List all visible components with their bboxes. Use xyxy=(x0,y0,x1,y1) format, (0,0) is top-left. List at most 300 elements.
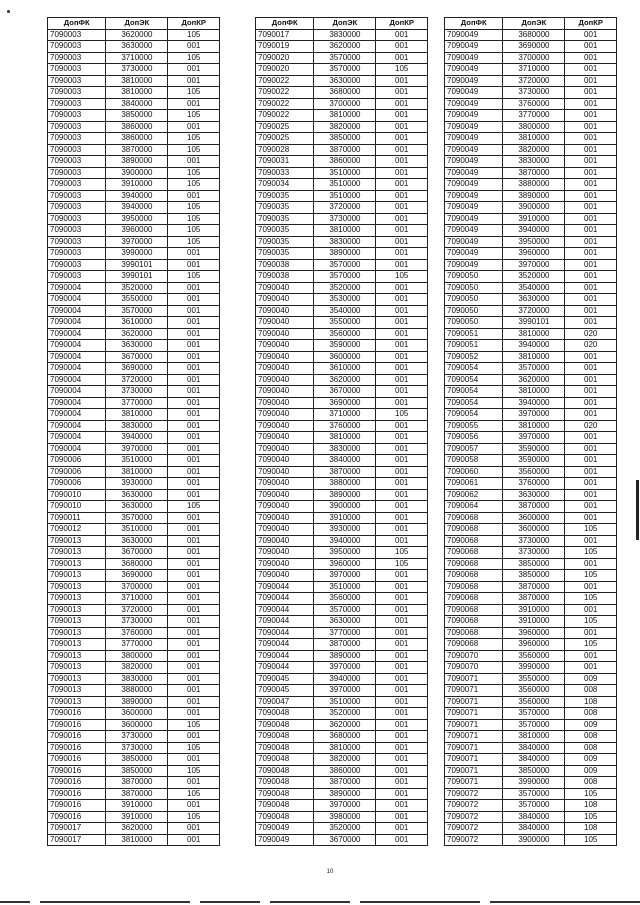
cell-dopek: 3570000 xyxy=(503,719,565,731)
cell-dopek: 3970000 xyxy=(314,570,376,582)
cell-dopkr: 001 xyxy=(565,478,617,490)
cell-dopkr: 105 xyxy=(168,236,220,248)
cell-dopkr: 001 xyxy=(168,282,220,294)
cell-dopek: 3860000 xyxy=(106,121,168,133)
cell-dopfk: 7090049 xyxy=(445,259,503,271)
cell-dopfk: 7090050 xyxy=(445,282,503,294)
cell-dopek: 3840000 xyxy=(503,811,565,823)
cell-dopek: 3520000 xyxy=(106,282,168,294)
cell-dopek: 3840000 xyxy=(503,823,565,835)
table-row xyxy=(445,75,617,87)
cell-dopkr: 001 xyxy=(565,650,617,662)
cell-dopek: 3950000 xyxy=(106,213,168,225)
cell-dopkr: 105 xyxy=(168,29,220,41)
cell-dopkr: 001 xyxy=(168,524,220,536)
cell-dopfk: 7090010 xyxy=(48,489,106,501)
header-dopkr: ДопКР xyxy=(565,18,617,30)
cell-dopfk: 7090003 xyxy=(48,121,106,133)
cell-dopfk: 7090044 xyxy=(256,650,314,662)
table-row xyxy=(48,777,220,789)
cell-dopek: 3910000 xyxy=(106,811,168,823)
cell-dopkr: 008 xyxy=(565,685,617,697)
table-row xyxy=(445,593,617,605)
cell-dopkr: 105 xyxy=(168,167,220,179)
cell-dopkr: 001 xyxy=(565,52,617,64)
cell-dopkr: 001 xyxy=(376,282,428,294)
cell-dopek: 3870000 xyxy=(106,788,168,800)
cell-dopfk: 7090071 xyxy=(445,754,503,766)
cell-dopek: 3680000 xyxy=(503,29,565,41)
cell-dopkr: 001 xyxy=(565,443,617,455)
cell-dopek: 3510000 xyxy=(314,581,376,593)
table-row xyxy=(256,259,428,271)
table-row xyxy=(48,581,220,593)
cell-dopfk: 7090049 xyxy=(445,64,503,76)
cell-dopfk: 7090054 xyxy=(445,363,503,375)
cell-dopfk: 7090068 xyxy=(445,593,503,605)
cell-dopfk: 7090022 xyxy=(256,110,314,122)
cell-dopek: 3970000 xyxy=(314,662,376,674)
cell-dopek: 3620000 xyxy=(106,328,168,340)
cell-dopfk: 7090048 xyxy=(256,765,314,777)
table-row xyxy=(445,547,617,559)
table-row xyxy=(48,708,220,720)
cell-dopkr: 001 xyxy=(376,742,428,754)
cell-dopkr: 001 xyxy=(376,834,428,846)
cell-dopek: 3630000 xyxy=(503,294,565,306)
table-row xyxy=(445,765,617,777)
cell-dopkr: 001 xyxy=(168,317,220,329)
cell-dopfk: 7090040 xyxy=(256,547,314,559)
table-row xyxy=(48,87,220,99)
table-row xyxy=(256,271,428,283)
cell-dopkr: 008 xyxy=(565,731,617,743)
cell-dopfk: 7090004 xyxy=(48,420,106,432)
table-row xyxy=(445,133,617,145)
cell-dopfk: 7090033 xyxy=(256,167,314,179)
cell-dopfk: 7090040 xyxy=(256,386,314,398)
cell-dopfk: 7090004 xyxy=(48,432,106,444)
cell-dopek: 3520000 xyxy=(314,282,376,294)
cell-dopkr: 001 xyxy=(376,731,428,743)
cell-dopfk: 7090051 xyxy=(445,340,503,352)
cell-dopek: 3570000 xyxy=(503,800,565,812)
cell-dopkr: 105 xyxy=(376,409,428,421)
cell-dopfk: 7090040 xyxy=(256,501,314,513)
cell-dopkr: 001 xyxy=(376,110,428,122)
table-row xyxy=(48,374,220,386)
cell-dopkr: 001 xyxy=(168,121,220,133)
cell-dopkr: 001 xyxy=(565,317,617,329)
cell-dopfk: 7090003 xyxy=(48,110,106,122)
cell-dopkr: 001 xyxy=(565,190,617,202)
table-row xyxy=(48,225,220,237)
cell-dopek: 3990000 xyxy=(106,248,168,260)
table-row xyxy=(48,823,220,835)
cell-dopfk: 7090068 xyxy=(445,512,503,524)
table-row xyxy=(445,524,617,536)
cell-dopek: 3600000 xyxy=(503,512,565,524)
cell-dopfk: 7090045 xyxy=(256,673,314,685)
table-row xyxy=(445,386,617,398)
table-row xyxy=(256,616,428,628)
cell-dopfk: 7090004 xyxy=(48,386,106,398)
cell-dopek: 3970000 xyxy=(314,800,376,812)
cell-dopfk: 7090003 xyxy=(48,133,106,145)
cell-dopek: 3520000 xyxy=(314,823,376,835)
cell-dopkr: 001 xyxy=(376,328,428,340)
cell-dopkr: 001 xyxy=(376,788,428,800)
cell-dopfk: 7090044 xyxy=(256,616,314,628)
table-row xyxy=(445,673,617,685)
cell-dopkr: 001 xyxy=(376,455,428,467)
cell-dopek: 3620000 xyxy=(314,41,376,53)
cell-dopfk: 7090013 xyxy=(48,639,106,651)
header-dopkr: ДопКР xyxy=(168,18,220,30)
cell-dopfk: 7090004 xyxy=(48,374,106,386)
cell-dopfk: 7090068 xyxy=(445,604,503,616)
cell-dopfk: 7090017 xyxy=(48,823,106,835)
table-row xyxy=(445,639,617,651)
cell-dopkr: 001 xyxy=(565,213,617,225)
cell-dopfk: 7090050 xyxy=(445,317,503,329)
cell-dopfk: 7090071 xyxy=(445,673,503,685)
cell-dopek: 3630000 xyxy=(314,616,376,628)
cell-dopkr: 105 xyxy=(565,639,617,651)
cell-dopfk: 7090071 xyxy=(445,731,503,743)
cell-dopkr: 001 xyxy=(376,685,428,697)
table-row xyxy=(445,558,617,570)
cell-dopkr: 001 xyxy=(376,52,428,64)
cell-dopek: 3850000 xyxy=(106,754,168,766)
cell-dopek: 3810000 xyxy=(503,133,565,145)
cell-dopfk: 7090003 xyxy=(48,98,106,110)
cell-dopek: 3770000 xyxy=(106,639,168,651)
table-row xyxy=(256,432,428,444)
cell-dopek: 3540000 xyxy=(314,305,376,317)
cell-dopfk: 7090049 xyxy=(445,225,503,237)
cell-dopkr: 001 xyxy=(168,604,220,616)
cell-dopek: 3700000 xyxy=(106,581,168,593)
table-row xyxy=(445,397,617,409)
cell-dopkr: 001 xyxy=(565,98,617,110)
cell-dopkr: 105 xyxy=(168,719,220,731)
cell-dopek: 3800000 xyxy=(503,121,565,133)
cell-dopfk: 7090044 xyxy=(256,639,314,651)
cell-dopfk: 7090016 xyxy=(48,708,106,720)
table-row xyxy=(256,754,428,766)
table-row xyxy=(48,731,220,743)
cell-dopkr: 001 xyxy=(565,397,617,409)
cell-dopkr: 001 xyxy=(565,558,617,570)
cell-dopek: 3820000 xyxy=(314,754,376,766)
cell-dopkr: 001 xyxy=(376,501,428,513)
cell-dopfk: 7090013 xyxy=(48,662,106,674)
cell-dopek: 3810000 xyxy=(314,110,376,122)
table-row xyxy=(48,800,220,812)
table-row xyxy=(445,179,617,191)
table-row xyxy=(256,685,428,697)
cell-dopkr: 001 xyxy=(168,455,220,467)
cell-dopkr: 001 xyxy=(565,501,617,513)
table-row xyxy=(48,420,220,432)
table-row xyxy=(48,236,220,248)
cell-dopfk: 7090044 xyxy=(256,627,314,639)
table-row xyxy=(48,41,220,53)
cell-dopek: 3730000 xyxy=(106,386,168,398)
cell-dopek: 3560000 xyxy=(314,593,376,605)
cell-dopfk: 7090049 xyxy=(445,144,503,156)
table-row xyxy=(445,570,617,582)
cell-dopkr: 001 xyxy=(376,190,428,202)
table-row xyxy=(48,742,220,754)
cell-dopfk: 7090016 xyxy=(48,811,106,823)
cell-dopek: 3890000 xyxy=(106,696,168,708)
cell-dopkr: 001 xyxy=(565,110,617,122)
cell-dopkr: 001 xyxy=(168,834,220,846)
table-row xyxy=(256,742,428,754)
cell-dopkr: 001 xyxy=(376,719,428,731)
cell-dopfk: 7090004 xyxy=(48,351,106,363)
cell-dopek: 3570000 xyxy=(314,64,376,76)
cell-dopfk: 7090068 xyxy=(445,627,503,639)
cell-dopkr: 001 xyxy=(168,823,220,835)
table-row xyxy=(48,397,220,409)
header-dopek: ДопЭК xyxy=(503,18,565,30)
cell-dopek: 3850000 xyxy=(503,765,565,777)
cell-dopkr: 001 xyxy=(565,627,617,639)
cell-dopek: 3770000 xyxy=(106,397,168,409)
cell-dopek: 3810000 xyxy=(106,834,168,846)
table-row xyxy=(48,512,220,524)
cell-dopkr: 105 xyxy=(168,742,220,754)
table-row xyxy=(256,708,428,720)
cell-dopfk: 7090035 xyxy=(256,190,314,202)
cell-dopkr: 001 xyxy=(565,581,617,593)
cell-dopfk: 7090006 xyxy=(48,466,106,478)
cell-dopfk: 7090072 xyxy=(445,823,503,835)
cell-dopfk: 7090040 xyxy=(256,374,314,386)
cell-dopkr: 105 xyxy=(168,788,220,800)
table-row xyxy=(445,374,617,386)
cell-dopkr: 001 xyxy=(168,248,220,260)
cell-dopek: 3560000 xyxy=(503,466,565,478)
cell-dopfk: 7090068 xyxy=(445,570,503,582)
cell-dopek: 3950000 xyxy=(314,547,376,559)
cell-dopek: 3680000 xyxy=(106,558,168,570)
cell-dopkr: 001 xyxy=(168,593,220,605)
cell-dopek: 3940000 xyxy=(314,673,376,685)
cell-dopek: 3510000 xyxy=(314,167,376,179)
cell-dopek: 3570000 xyxy=(503,708,565,720)
cell-dopfk: 7090006 xyxy=(48,455,106,467)
cell-dopkr: 001 xyxy=(376,593,428,605)
cell-dopek: 3670000 xyxy=(106,351,168,363)
cell-dopfk: 7090003 xyxy=(48,179,106,191)
cell-dopfk: 7090048 xyxy=(256,708,314,720)
cell-dopfk: 7090013 xyxy=(48,593,106,605)
cell-dopfk: 7090016 xyxy=(48,754,106,766)
table-row xyxy=(445,363,617,375)
cell-dopek: 3890000 xyxy=(314,489,376,501)
table-row xyxy=(48,259,220,271)
cell-dopkr: 105 xyxy=(376,64,428,76)
cell-dopek: 3960000 xyxy=(503,627,565,639)
cell-dopkr: 001 xyxy=(565,271,617,283)
cell-dopek: 3890000 xyxy=(314,248,376,260)
cell-dopfk: 7090040 xyxy=(256,317,314,329)
cell-dopfk: 7090038 xyxy=(256,259,314,271)
table-row xyxy=(48,524,220,536)
cell-dopek: 3970000 xyxy=(503,432,565,444)
table-row xyxy=(445,29,617,41)
cell-dopek: 3900000 xyxy=(503,834,565,846)
cell-dopkr: 105 xyxy=(168,225,220,237)
cell-dopfk: 7090068 xyxy=(445,547,503,559)
cell-dopkr: 001 xyxy=(376,696,428,708)
cell-dopkr: 105 xyxy=(376,547,428,559)
table-row xyxy=(48,202,220,214)
table-row xyxy=(256,788,428,800)
table-row xyxy=(48,29,220,41)
codes-table-3 xyxy=(444,17,617,846)
cell-dopek: 3630000 xyxy=(106,501,168,513)
cell-dopek: 3910000 xyxy=(314,512,376,524)
table-row xyxy=(256,581,428,593)
table-row xyxy=(445,202,617,214)
cell-dopkr: 001 xyxy=(376,800,428,812)
cell-dopfk: 7090004 xyxy=(48,409,106,421)
cell-dopfk: 7090003 xyxy=(48,41,106,53)
cell-dopfk: 7090028 xyxy=(256,144,314,156)
table-row xyxy=(48,754,220,766)
cell-dopfk: 7090070 xyxy=(445,650,503,662)
cell-dopkr: 001 xyxy=(376,443,428,455)
cell-dopfk: 7090054 xyxy=(445,409,503,421)
cell-dopfk: 7090004 xyxy=(48,317,106,329)
cell-dopfk: 7090016 xyxy=(48,719,106,731)
cell-dopfk: 7090049 xyxy=(445,52,503,64)
cell-dopek: 3670000 xyxy=(314,834,376,846)
cell-dopek: 3730000 xyxy=(503,87,565,99)
table-row xyxy=(256,213,428,225)
cell-dopfk: 7090013 xyxy=(48,570,106,582)
cell-dopkr: 105 xyxy=(168,202,220,214)
cell-dopek: 3820000 xyxy=(503,144,565,156)
cell-dopfk: 7090040 xyxy=(256,558,314,570)
cell-dopek: 3620000 xyxy=(106,823,168,835)
cell-dopek: 3880000 xyxy=(106,685,168,697)
cell-dopkr: 001 xyxy=(168,386,220,398)
cell-dopkr: 001 xyxy=(168,363,220,375)
table-row xyxy=(256,133,428,145)
cell-dopfk: 7090049 xyxy=(256,823,314,835)
cell-dopfk: 7090016 xyxy=(48,788,106,800)
table-row xyxy=(445,236,617,248)
cell-dopfk: 7090010 xyxy=(48,501,106,513)
cell-dopkr: 105 xyxy=(565,547,617,559)
cell-dopkr: 001 xyxy=(376,225,428,237)
table-row xyxy=(445,777,617,789)
cell-dopfk: 7090049 xyxy=(445,236,503,248)
cell-dopek: 3830000 xyxy=(314,236,376,248)
table-row xyxy=(48,110,220,122)
table-row xyxy=(445,110,617,122)
table-row xyxy=(256,317,428,329)
cell-dopek: 3980000 xyxy=(314,811,376,823)
table-row xyxy=(445,420,617,432)
cell-dopkr: 105 xyxy=(565,616,617,628)
cell-dopkr: 105 xyxy=(168,213,220,225)
cell-dopfk: 7090049 xyxy=(445,213,503,225)
cell-dopfk: 7090040 xyxy=(256,409,314,421)
cell-dopkr: 001 xyxy=(376,363,428,375)
cell-dopkr: 001 xyxy=(168,443,220,455)
table-row xyxy=(256,593,428,605)
cell-dopfk: 7090040 xyxy=(256,455,314,467)
cell-dopfk: 7090019 xyxy=(256,41,314,53)
cell-dopfk: 7090022 xyxy=(256,98,314,110)
table-row xyxy=(445,662,617,674)
cell-dopkr: 001 xyxy=(565,386,617,398)
cell-dopek: 3810000 xyxy=(503,351,565,363)
cell-dopek: 3630000 xyxy=(106,340,168,352)
cell-dopkr: 001 xyxy=(565,179,617,191)
table-row xyxy=(48,834,220,846)
cell-dopfk: 7090056 xyxy=(445,432,503,444)
cell-dopfk: 7090055 xyxy=(445,420,503,432)
cell-dopkr: 001 xyxy=(376,662,428,674)
cell-dopkr: 001 xyxy=(376,639,428,651)
cell-dopek: 3590000 xyxy=(503,443,565,455)
cell-dopek: 3510000 xyxy=(106,455,168,467)
cell-dopkr: 001 xyxy=(168,731,220,743)
cell-dopkr: 001 xyxy=(376,75,428,87)
table-row xyxy=(48,558,220,570)
cell-dopek: 3890000 xyxy=(314,650,376,662)
cell-dopek: 3560000 xyxy=(503,650,565,662)
cell-dopek: 3810000 xyxy=(503,420,565,432)
header-dopkr: ДопКР xyxy=(376,18,428,30)
cell-dopek: 3560000 xyxy=(314,328,376,340)
cell-dopek: 3860000 xyxy=(314,156,376,168)
cell-dopek: 3510000 xyxy=(106,524,168,536)
cell-dopfk: 7090050 xyxy=(445,294,503,306)
cell-dopfk: 7090048 xyxy=(256,800,314,812)
cell-dopek: 3990000 xyxy=(503,777,565,789)
cell-dopek: 3930000 xyxy=(314,524,376,536)
cell-dopek: 3730000 xyxy=(106,731,168,743)
table-row xyxy=(48,409,220,421)
cell-dopek: 3720000 xyxy=(314,202,376,214)
table-row xyxy=(256,478,428,490)
cell-dopkr: 001 xyxy=(376,294,428,306)
table-row xyxy=(256,190,428,202)
cell-dopkr: 108 xyxy=(565,823,617,835)
cell-dopfk: 7090004 xyxy=(48,305,106,317)
cell-dopfk: 7090013 xyxy=(48,604,106,616)
cell-dopfk: 7090048 xyxy=(256,742,314,754)
cell-dopkr: 001 xyxy=(565,282,617,294)
cell-dopfk: 7090040 xyxy=(256,524,314,536)
cell-dopkr: 001 xyxy=(168,662,220,674)
table-row xyxy=(445,294,617,306)
cell-dopfk: 7090016 xyxy=(48,765,106,777)
cell-dopfk: 7090050 xyxy=(445,271,503,283)
cell-dopkr: 001 xyxy=(168,754,220,766)
cell-dopkr: 001 xyxy=(168,340,220,352)
table-row xyxy=(445,823,617,835)
